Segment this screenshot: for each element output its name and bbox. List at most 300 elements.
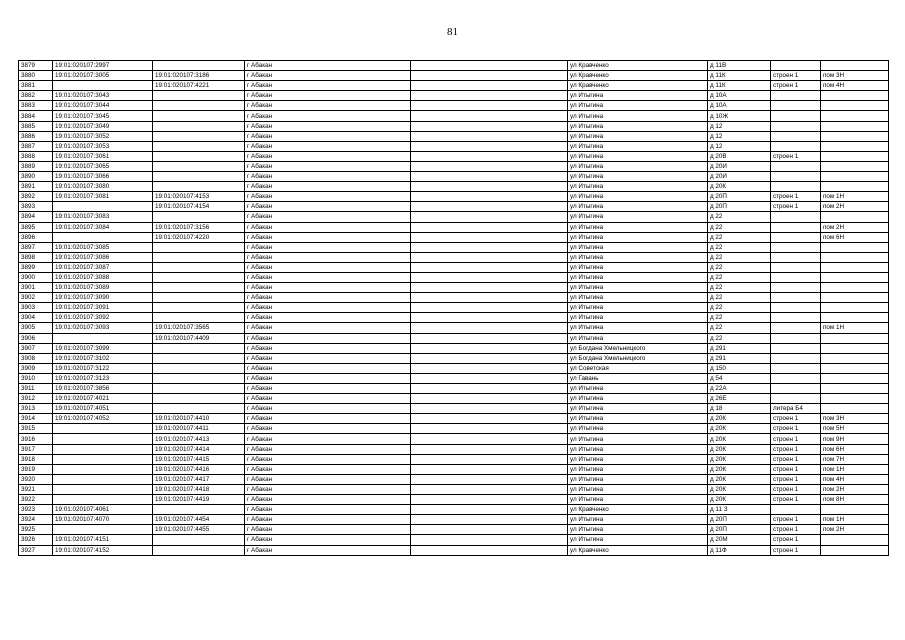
table-row [19,293,889,303]
district-cell [411,525,568,535]
house-cell: д 12 [708,121,771,131]
premises-cell [821,252,889,262]
street-cell: ул Итыгина [568,101,708,111]
district-cell [411,232,568,242]
city-cell: г Абакан [245,323,411,333]
building-cell [771,232,821,242]
city-cell: г Абакан [245,222,411,232]
premises-number-cell [153,91,245,101]
premises-number-cell: 19:01:020107:4154 [153,202,245,212]
row-number-cell: 3883 [19,101,53,111]
street-cell: ул Итыгина [568,434,708,444]
street-cell: ул Итыгина [568,303,708,313]
premises-number-cell: 19:01:020107:4419 [153,495,245,505]
table-row [19,151,889,161]
district-cell [411,515,568,525]
table-row [19,353,889,363]
premises-cell [821,101,889,111]
district-cell [411,495,568,505]
city-cell: г Абакан [245,182,411,192]
table-row [19,212,889,222]
cadastral-number-cell: 19:01:020107:3043 [53,91,153,101]
premises-number-cell: 19:01:020107:4220 [153,232,245,242]
house-cell: д 22 [708,242,771,252]
cadastral-number-cell: 19:01:020107:3052 [53,131,153,141]
building-cell [771,353,821,363]
cadastral-number-cell [53,454,153,464]
house-cell: д 20К [708,484,771,494]
city-cell: г Абакан [245,495,411,505]
city-cell: г Абакан [245,515,411,525]
district-cell [411,343,568,353]
street-cell: ул Кравченко [568,61,708,71]
row-number-cell: 3898 [19,252,53,262]
table-row [19,91,889,101]
house-cell: д 22 [708,252,771,262]
house-cell: д 20П [708,202,771,212]
cadastral-number-cell: 19:01:020107:4051 [53,404,153,414]
street-cell: ул Итыгина [568,242,708,252]
table-row [19,414,889,424]
table-row [19,182,889,192]
premises-cell [821,313,889,323]
district-cell [411,293,568,303]
city-cell: г Абакан [245,71,411,81]
table-row [19,61,889,71]
house-cell: д 22 [708,313,771,323]
row-number-cell: 3905 [19,323,53,333]
row-number-cell: 3884 [19,111,53,121]
premises-number-cell [153,101,245,111]
row-number-cell: 3926 [19,535,53,545]
premises-number-cell: 19:01:020107:4409 [153,333,245,343]
row-number-cell: 3888 [19,151,53,161]
city-cell: г Абакан [245,333,411,343]
cadastral-number-cell [53,464,153,474]
street-cell: ул Итыгина [568,141,708,151]
row-number-cell: 3902 [19,293,53,303]
row-number-cell: 3904 [19,313,53,323]
building-cell [771,161,821,171]
premises-number-cell [153,121,245,131]
cadastral-number-cell: 19:01:020107:2997 [53,61,153,71]
house-cell: д 20М [708,535,771,545]
row-number-cell: 3911 [19,384,53,394]
premises-number-cell [153,343,245,353]
premises-number-cell [153,262,245,272]
premises-number-cell [153,212,245,222]
city-cell: г Абакан [245,161,411,171]
house-cell: д 18 [708,404,771,414]
premises-number-cell: 19:01:020107:4417 [153,474,245,484]
city-cell: г Абакан [245,131,411,141]
house-cell: д 20К [708,454,771,464]
premises-cell: пом 2Н [821,222,889,232]
building-cell [771,394,821,404]
cadastral-number-cell: 19:01:020107:3086 [53,252,153,262]
cadastral-number-cell: 19:01:020107:4152 [53,545,153,555]
cadastral-number-cell: 19:01:020107:3093 [53,323,153,333]
row-number-cell: 3907 [19,343,53,353]
premises-cell: пом 4Н [821,474,889,484]
city-cell: г Абакан [245,101,411,111]
table-row [19,363,889,373]
cadastral-number-cell: 19:01:020107:3049 [53,121,153,131]
premises-cell [821,384,889,394]
registry-table [18,60,889,556]
table-row [19,434,889,444]
row-number-cell: 3894 [19,212,53,222]
premises-number-cell [153,404,245,414]
cadastral-number-cell: 19:01:020107:4052 [53,414,153,424]
premises-number-cell [153,242,245,252]
city-cell: г Абакан [245,343,411,353]
row-number-cell: 3886 [19,131,53,141]
cadastral-number-cell: 19:01:020107:3088 [53,272,153,282]
table-row [19,222,889,232]
premises-cell: пом 5Н [821,424,889,434]
district-cell [411,131,568,141]
row-number-cell: 3906 [19,333,53,343]
street-cell: ул Итыгина [568,172,708,182]
row-number-cell: 3927 [19,545,53,555]
row-number-cell: 3917 [19,444,53,454]
city-cell: г Абакан [245,464,411,474]
city-cell: г Абакан [245,111,411,121]
house-cell: д 20П [708,192,771,202]
table-row [19,81,889,91]
cadastral-number-cell: 19:01:020107:4070 [53,515,153,525]
cadastral-number-cell: 19:01:020107:3081 [53,192,153,202]
district-cell [411,151,568,161]
building-cell [771,303,821,313]
table-row [19,515,889,525]
city-cell: г Абакан [245,353,411,363]
premises-cell [821,182,889,192]
row-number-cell: 3912 [19,394,53,404]
city-cell: г Абакан [245,202,411,212]
premises-cell [821,505,889,515]
cadastral-number-cell: 19:01:020107:3090 [53,293,153,303]
premises-number-cell [153,272,245,282]
house-cell: д 11В [708,61,771,71]
premises-number-cell: 19:01:020107:4153 [153,192,245,202]
city-cell: г Абакан [245,121,411,131]
street-cell: ул Итыгина [568,454,708,464]
table-row [19,121,889,131]
city-cell: г Абакан [245,535,411,545]
street-cell: ул Итыгина [568,161,708,171]
district-cell [411,272,568,282]
premises-number-cell: 19:01:020107:4411 [153,424,245,434]
street-cell: ул Итыгина [568,91,708,101]
street-cell: ул Гавань [568,373,708,383]
row-number-cell: 3910 [19,373,53,383]
row-number-cell: 3900 [19,272,53,282]
city-cell: г Абакан [245,363,411,373]
row-number-cell: 3885 [19,121,53,131]
table-row [19,484,889,494]
district-cell [411,242,568,252]
row-number-cell: 3909 [19,363,53,373]
cadastral-number-cell [53,474,153,484]
city-cell: г Абакан [245,373,411,383]
table-row [19,373,889,383]
premises-cell [821,404,889,414]
row-number-cell: 3924 [19,515,53,525]
premises-number-cell: 19:01:020107:4413 [153,434,245,444]
premises-cell [821,353,889,363]
row-number-cell: 3920 [19,474,53,484]
street-cell: ул Итыгина [568,151,708,161]
district-cell [411,535,568,545]
premises-number-cell [153,353,245,363]
district-cell [411,192,568,202]
cadastral-number-cell [53,81,153,91]
city-cell: г Абакан [245,172,411,182]
house-cell: д 20П [708,525,771,535]
district-cell [411,444,568,454]
row-number-cell: 3889 [19,161,53,171]
city-cell: г Абакан [245,424,411,434]
premises-cell [821,172,889,182]
house-cell: д 26Е [708,394,771,404]
city-cell: г Абакан [245,313,411,323]
city-cell: г Абакан [245,474,411,484]
premises-cell [821,283,889,293]
building-cell [771,313,821,323]
table-row [19,545,889,555]
street-cell: ул Итыгина [568,222,708,232]
premises-number-cell [153,283,245,293]
table-row [19,505,889,515]
building-cell: строен 1 [771,525,821,535]
street-cell: ул Итыгина [568,404,708,414]
city-cell: г Абакан [245,404,411,414]
premises-cell [821,161,889,171]
premises-cell [821,242,889,252]
district-cell [411,373,568,383]
row-number-cell: 3880 [19,71,53,81]
row-number-cell: 3896 [19,232,53,242]
house-cell: д 10А [708,91,771,101]
street-cell: ул Кравченко [568,505,708,515]
premises-cell: пом 7Н [821,454,889,464]
row-number-cell: 3879 [19,61,53,71]
district-cell [411,464,568,474]
row-number-cell: 3922 [19,495,53,505]
house-cell: д 22 [708,283,771,293]
city-cell: г Абакан [245,293,411,303]
house-cell: д 291 [708,343,771,353]
district-cell [411,141,568,151]
house-cell: д 20К [708,474,771,484]
row-number-cell: 3892 [19,192,53,202]
district-cell [411,424,568,434]
street-cell: ул Итыгина [568,464,708,474]
premises-number-cell: 19:01:020107:4221 [153,81,245,91]
city-cell: г Абакан [245,141,411,151]
street-cell: ул Итыгина [568,182,708,192]
district-cell [411,283,568,293]
premises-cell [821,131,889,141]
house-cell: д 11Ф [708,545,771,555]
cadastral-number-cell: 19:01:020107:3066 [53,172,153,182]
row-number-cell: 3895 [19,222,53,232]
row-number-cell: 3925 [19,525,53,535]
table-row [19,232,889,242]
row-number-cell: 3913 [19,404,53,414]
street-cell: ул Итыгина [568,111,708,121]
district-cell [411,161,568,171]
street-cell: ул Итыгина [568,474,708,484]
premises-cell: пом 6Н [821,444,889,454]
city-cell: г Абакан [245,454,411,464]
street-cell: ул Итыгина [568,384,708,394]
building-cell: литера Б4 [771,404,821,414]
row-number-cell: 3887 [19,141,53,151]
premises-number-cell: 19:01:020107:4454 [153,515,245,525]
house-cell: д 20К [708,182,771,192]
table-row [19,454,889,464]
table-row [19,323,889,333]
house-cell: д 12 [708,131,771,141]
district-cell [411,394,568,404]
district-cell [411,61,568,71]
building-cell [771,333,821,343]
table-row [19,343,889,353]
city-cell: г Абакан [245,151,411,161]
row-number-cell: 3921 [19,484,53,494]
building-cell [771,131,821,141]
building-cell: строен 1 [771,151,821,161]
street-cell: ул Итыгина [568,323,708,333]
cadastral-number-cell: 19:01:020107:3044 [53,101,153,111]
premises-cell: пом 9Н [821,434,889,444]
cadastral-number-cell [53,333,153,343]
row-number-cell: 3882 [19,91,53,101]
table-row [19,384,889,394]
building-cell [771,242,821,252]
premises-number-cell [153,535,245,545]
building-cell [771,141,821,151]
cadastral-number-cell: 19:01:020107:3099 [53,343,153,353]
premises-cell [821,262,889,272]
premises-number-cell: 19:01:020107:4455 [153,525,245,535]
building-cell: строен 1 [771,484,821,494]
cadastral-number-cell: 19:01:020107:3102 [53,353,153,363]
building-cell: строен 1 [771,71,821,81]
street-cell: ул Итыгина [568,262,708,272]
premises-number-cell [153,172,245,182]
district-cell [411,212,568,222]
district-cell [411,252,568,262]
house-cell: д 22А [708,384,771,394]
premises-cell [821,272,889,282]
building-cell: строен 1 [771,474,821,484]
building-cell: строен 1 [771,535,821,545]
district-cell [411,363,568,373]
cadastral-number-cell [53,232,153,242]
street-cell: ул Итыгина [568,414,708,424]
city-cell: г Абакан [245,81,411,91]
house-cell: д 20В [708,151,771,161]
house-cell: д 11К [708,71,771,81]
row-number-cell: 3893 [19,202,53,212]
district-cell [411,474,568,484]
premises-number-cell: 19:01:020107:4410 [153,414,245,424]
row-number-cell: 3890 [19,172,53,182]
premises-number-cell [153,363,245,373]
street-cell: ул Итыгина [568,192,708,202]
table-row [19,141,889,151]
premises-number-cell [153,161,245,171]
premises-cell [821,373,889,383]
table-row [19,303,889,313]
premises-cell: пом 2Н [821,525,889,535]
table-row [19,525,889,535]
district-cell [411,101,568,111]
city-cell: г Абакан [245,283,411,293]
house-cell: д 20П [708,515,771,525]
street-cell: ул Богдана Хмельницкого [568,353,708,363]
house-cell: д 22 [708,323,771,333]
row-number-cell: 3915 [19,424,53,434]
premises-cell [821,111,889,121]
district-cell [411,303,568,313]
building-cell [771,262,821,272]
building-cell [771,272,821,282]
row-number-cell: 3897 [19,242,53,252]
building-cell [771,91,821,101]
premises-cell: пом 3Н [821,71,889,81]
street-cell: ул Итыгина [568,333,708,343]
premises-number-cell [153,505,245,515]
city-cell: г Абакан [245,61,411,71]
building-cell [771,505,821,515]
street-cell: ул Итыгина [568,495,708,505]
premises-cell: пом 2Н [821,484,889,494]
district-cell [411,91,568,101]
table-row [19,111,889,121]
street-cell: ул Итыгина [568,313,708,323]
premises-number-cell: 19:01:020107:4415 [153,454,245,464]
premises-cell: пом 2Н [821,202,889,212]
district-cell [411,81,568,91]
building-cell: строен 1 [771,444,821,454]
building-cell [771,212,821,222]
district-cell [411,333,568,343]
premises-number-cell: 19:01:020107:3156 [153,222,245,232]
premises-cell [821,151,889,161]
cadastral-number-cell: 19:01:020107:3085 [53,242,153,252]
table-row [19,464,889,474]
street-cell: ул Итыгина [568,283,708,293]
cadastral-number-cell: 19:01:020107:3045 [53,111,153,121]
table-row [19,404,889,414]
cadastral-number-cell: 19:01:020107:3061 [53,151,153,161]
district-cell [411,434,568,444]
cadastral-number-cell: 19:01:020107:3053 [53,141,153,151]
building-cell [771,182,821,192]
street-cell: ул Кравченко [568,545,708,555]
premises-number-cell [153,384,245,394]
house-cell: д 22 [708,272,771,282]
building-cell: строен 1 [771,424,821,434]
premises-cell [821,293,889,303]
street-cell: ул Итыгина [568,394,708,404]
table-row [19,192,889,202]
